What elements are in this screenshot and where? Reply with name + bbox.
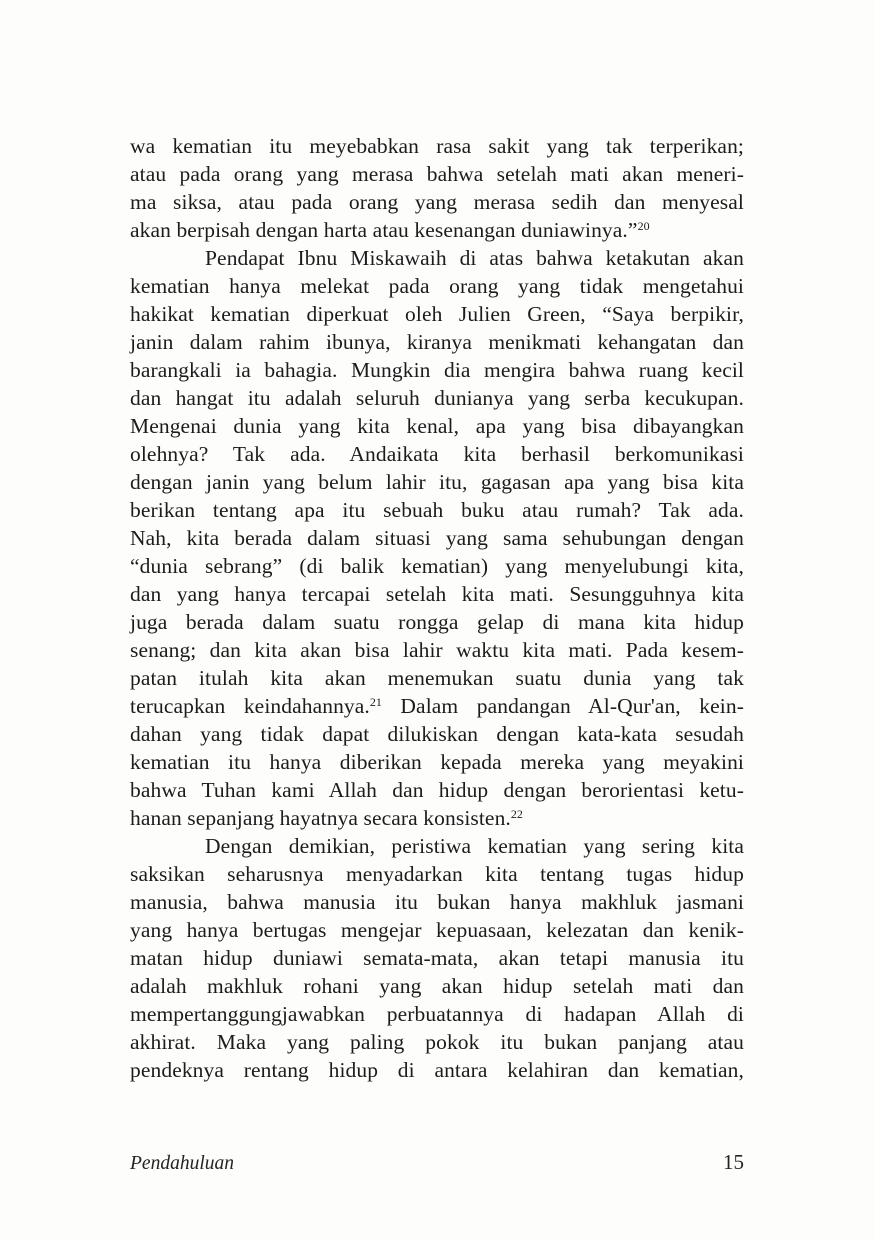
text-line: patan itulah kita akan menemukan suatu dunia yang tak <box>130 666 744 690</box>
text-line: manusia, bahwa manusia itu bukan hanya makhluk jasmani <box>130 890 744 914</box>
text-line: saksikan seharusnya menyadarkan kita tentang tugas hidup <box>130 862 744 886</box>
text-line: kematian hanya melekat pada orang yang tidak mengetahui <box>130 274 744 298</box>
text-line: dengan janin yang belum lahir itu, gagasan apa yang bisa kita <box>130 470 744 494</box>
text-line: “dunia sebrang” (di balik kematian) yang menyelubungi kita, <box>130 554 744 578</box>
text-line: janin dalam rahim ibunya, kiranya menikmati kehangatan dan <box>130 330 744 354</box>
text-line: Pendapat Ibnu Miskawaih di atas bahwa ketakutan akan <box>205 246 744 270</box>
text-line: berikan tentang apa itu sebuah buku atau rumah? Tak ada. <box>130 498 744 522</box>
footnote-reference: 22 <box>510 807 523 821</box>
text-line: yang hanya bertugas mengejar kepuasaan, kelezatan dan kenik- <box>130 918 744 942</box>
text-line: hanan sepanjang hayatnya secara konsisten.$^{22}$ <box>130 806 523 830</box>
footnote-reference: 21 <box>369 695 382 709</box>
text-line: ma siksa, atau pada orang yang merasa sedih dan menyesal <box>130 190 744 214</box>
text-block <box>130 132 744 1084</box>
text-line: akhirat. Maka yang paling pokok itu bukan panjang atau <box>130 1030 744 1054</box>
text-line: adalah makhluk rohani yang akan hidup setelah mati dan <box>130 974 744 998</box>
text-line: dan hangat itu adalah seluruh dunianya yang serba kecukupan. <box>130 386 744 410</box>
page-number: 15 <box>723 1150 744 1174</box>
text-line: kematian itu hanya diberikan kepada mereka yang meyakini <box>130 750 744 774</box>
page-footer <box>130 1150 744 1175</box>
text-line: Nah, kita berada dalam situasi yang sama sehubungan dengan <box>130 526 744 550</box>
footnote-reference: 20 <box>637 219 650 233</box>
text-line: mempertanggungjawabkan perbuatannya di hadapan Allah di <box>130 1002 744 1026</box>
text-line: hakikat kematian diperkuat oleh Julien Green, “Saya berpikir, <box>130 302 744 326</box>
text-line: Mengenai dunia yang kita kenal, apa yang bisa dibayangkan <box>130 414 744 438</box>
text-line: olehnya? Tak ada. Andaikata kita berhasil berkomunikasi <box>130 442 744 466</box>
text-line: terucapkan keindahannya.$^{21}$ Dalam pandangan Al-Qur'an, kein- <box>130 694 744 718</box>
text-line: juga berada dalam suatu rongga gelap di mana kita hidup <box>130 610 744 634</box>
text-line: barangkali ia bahagia. Mungkin dia mengira bahwa ruang kecil <box>130 358 744 382</box>
running-title: Pendahuluan <box>130 1153 234 1174</box>
text-line: dan yang hanya tercapai setelah kita mati. Sesungguhnya kita <box>130 582 744 606</box>
text-line: wa kematian itu meyebabkan rasa sakit yang tak terperikan; <box>130 134 744 158</box>
text-line: dahan yang tidak dapat dilukiskan dengan kata-kata sesudah <box>130 722 744 746</box>
text-line: bahwa Tuhan kami Allah dan hidup dengan berorientasi ketu- <box>130 778 744 802</box>
text-line: pendeknya rentang hidup di antara kelahiran dan kematian, <box>130 1058 744 1082</box>
text-line: senang; dan kita akan bisa lahir waktu kita mati. Pada kesem- <box>130 638 744 662</box>
text-line: akan berpisah dengan harta atau kesenangan duniawinya.”$^{20}$ <box>130 218 650 242</box>
text-line: Dengan demikian, peristiwa kematian yang sering kita <box>205 834 744 858</box>
text-line: matan hidup duniawi semata-mata, akan tetapi manusia itu <box>130 946 744 970</box>
text-line: atau pada orang yang merasa bahwa setelah mati akan meneri- <box>130 162 744 186</box>
